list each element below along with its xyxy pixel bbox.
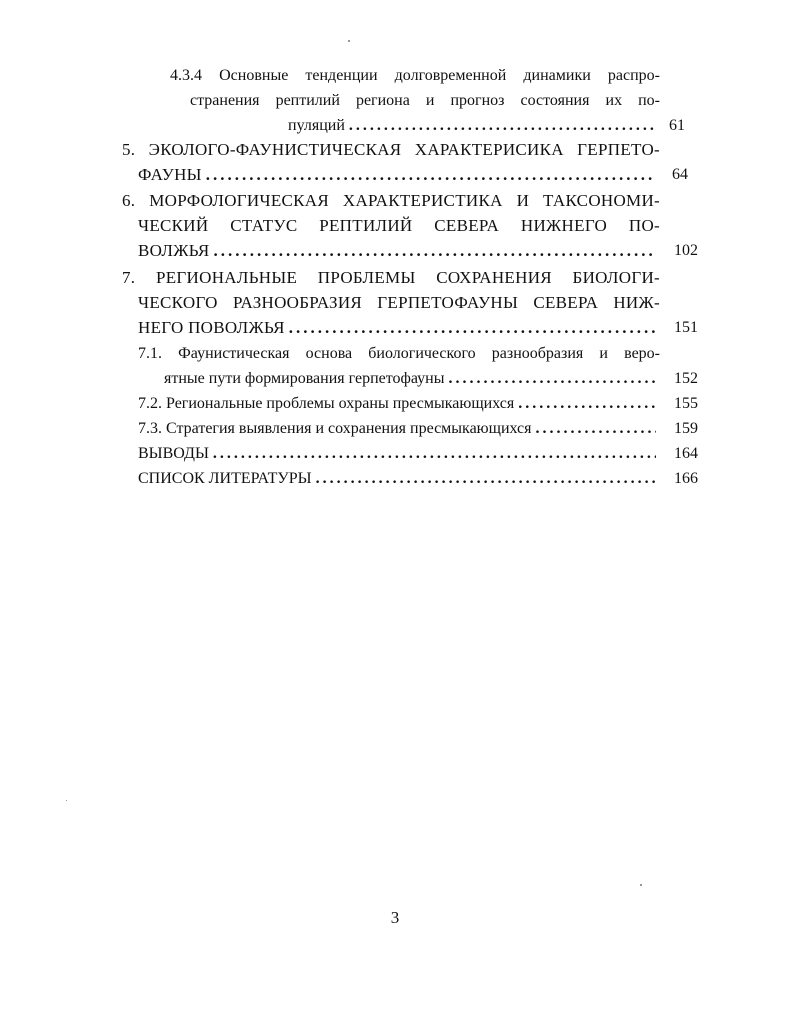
dot-leader xyxy=(349,113,656,138)
toc-entry-7-2 xyxy=(138,391,660,416)
toc-entry-text: ВЫВОДЫ xyxy=(138,445,209,462)
toc-page-number: 152 xyxy=(674,370,698,387)
toc-entry-references xyxy=(138,466,660,491)
toc-page-number: 64 xyxy=(672,166,688,183)
toc-entry-conclusions xyxy=(138,441,660,466)
toc-entry-last-line xyxy=(170,113,660,138)
toc-page-number: 166 xyxy=(674,470,698,487)
toc-entry-line: странения рептилий региона и прогноз состояния их по- xyxy=(190,92,660,109)
toc-page-number: 155 xyxy=(674,395,698,412)
toc-page-number: 61 xyxy=(669,117,685,134)
scan-speck xyxy=(66,800,67,801)
dot-leader xyxy=(518,391,656,416)
toc-entry-7 xyxy=(122,265,660,340)
toc-entry-line: 5. ЭКОЛОГО-ФАУНИСТИЧЕСКАЯ ХАРАКТЕРИСИКА ГЕРПЕТО- xyxy=(122,140,660,159)
dot-leader xyxy=(214,238,656,263)
toc-page-number: 102 xyxy=(674,242,698,259)
toc-entry-last-line xyxy=(138,391,660,416)
toc-page-number: 159 xyxy=(674,420,698,437)
toc-entry-line: 7. РЕГИОНАЛЬНЫЕ ПРОБЛЕМЫ СОХРАНЕНИЯ БИОЛОГИ- xyxy=(122,268,660,287)
dot-leader xyxy=(206,162,656,187)
toc-entry-last-line xyxy=(138,416,660,441)
toc-entry-7-3 xyxy=(138,416,660,441)
toc-entry-text: ФАУНЫ xyxy=(138,165,202,184)
dot-leader xyxy=(213,441,656,466)
toc-entry-last-line xyxy=(138,466,660,491)
toc-entry-line: ЧЕСКОГО РАЗНООБРАЗИЯ ГЕРПЕТОФАУНЫ СЕВЕРА НИЖ- xyxy=(138,293,660,312)
scan-speck xyxy=(640,884,642,886)
toc-entry-6 xyxy=(122,188,660,263)
toc-page-number: 164 xyxy=(674,445,698,462)
dot-leader xyxy=(289,315,656,340)
toc-entry-last-line xyxy=(122,315,660,340)
dot-leader xyxy=(449,366,657,391)
toc-entry-text: пуляций xyxy=(288,117,345,134)
toc-entry-7-1 xyxy=(138,341,660,391)
toc-entry-text: СПИСОК ЛИТЕРАТУРЫ xyxy=(138,470,312,487)
toc-entry-5 xyxy=(122,137,660,187)
dot-leader xyxy=(316,466,656,491)
toc-entry-line: ЧЕСКИЙ СТАТУС РЕПТИЛИЙ СЕВЕРА НИЖНЕГО ПО- xyxy=(138,216,660,235)
page-number: 3 xyxy=(390,908,400,927)
toc-entry-text: ятные пути формирования герпетофауны xyxy=(164,370,445,387)
toc-entry-text: 7.3. Стратегия выявления и сохранения пресмыкающихся xyxy=(138,420,532,437)
toc-entry-4-3-4 xyxy=(170,63,660,138)
toc-entry-line: 7.1. Фаунистическая основа биологического разнообразия и веро- xyxy=(138,345,660,362)
scan-speck xyxy=(348,40,350,42)
toc-entry-text: 7.2. Региональные проблемы охраны пресмыкающихся xyxy=(138,395,515,412)
toc-entry-last-line xyxy=(122,238,660,263)
toc-entry-text: НЕГО ПОВОЛЖЬЯ xyxy=(138,318,285,337)
toc-entry-last-line xyxy=(138,366,660,391)
toc-entry-last-line xyxy=(122,162,660,187)
dot-leader xyxy=(536,416,656,441)
toc-entry-line: 4.3.4 Основные тенденции долговременной динамики распро- xyxy=(170,67,660,84)
toc-entry-text: ВОЛЖЬЯ xyxy=(138,241,210,260)
toc-page-number: 151 xyxy=(674,319,698,336)
toc-entry-last-line xyxy=(138,441,660,466)
toc-entry-line: 6. МОРФОЛОГИЧЕСКАЯ ХАРАКТЕРИСТИКА И ТАКСОНОМИ- xyxy=(122,191,660,210)
